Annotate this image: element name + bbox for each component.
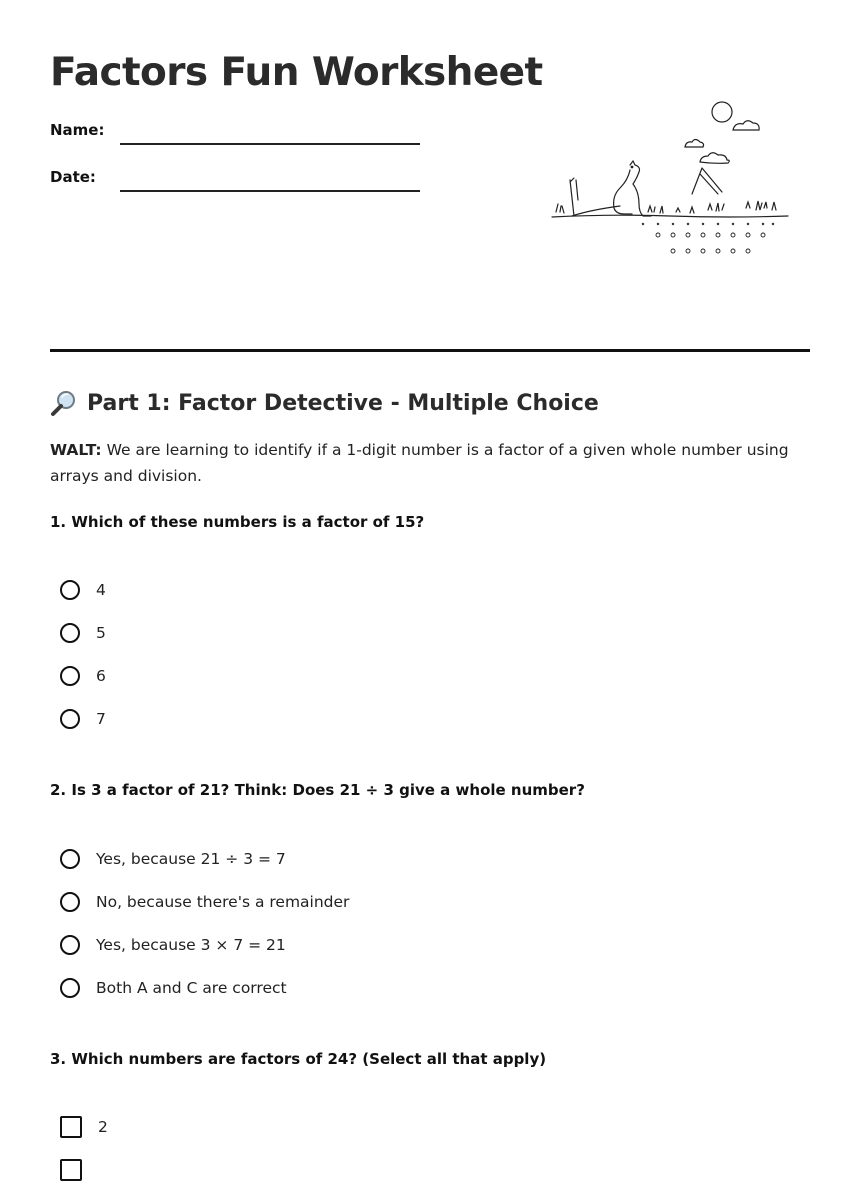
checkbox[interactable] — [60, 1159, 82, 1181]
radio-button[interactable] — [60, 892, 80, 912]
option-label: 7 — [96, 709, 106, 728]
name-field[interactable] — [120, 143, 420, 145]
checkbox[interactable] — [60, 1116, 82, 1138]
radio-button[interactable] — [60, 580, 80, 600]
radio-button[interactable] — [60, 978, 80, 998]
question-1-option-b[interactable] — [60, 611, 106, 654]
question-1: 1. Which of these numbers is a factor of 15? — [50, 513, 425, 531]
option-label: Yes, because 3 × 7 = 21 — [96, 935, 286, 954]
question-2-option-c[interactable] — [60, 923, 349, 966]
question-1-options — [60, 568, 106, 740]
question-1-option-a[interactable] — [60, 568, 106, 611]
option-label: No, because there's a remainder — [96, 892, 350, 911]
radio-button[interactable] — [60, 709, 80, 729]
option-label: Yes, because 21 ÷ 3 = 7 — [96, 849, 286, 868]
option-label: 2 — [98, 1117, 108, 1136]
kangaroo-outback-scene-illustration — [550, 98, 790, 260]
question-2-option-d[interactable] — [60, 966, 349, 1009]
part1-title — [50, 389, 599, 417]
radio-button[interactable] — [60, 623, 80, 643]
radio-button[interactable] — [60, 849, 80, 869]
section-divider — [50, 349, 810, 352]
question-1-option-c[interactable] — [60, 654, 106, 697]
date-field[interactable] — [120, 190, 420, 192]
walt-label: WALT: — [50, 441, 102, 459]
question-2: 2. Is 3 a factor of 21? Think: Does 21 ÷ 3 give a whole number? — [50, 781, 585, 799]
option-label: Both A and C are correct — [96, 978, 287, 997]
question-3: 3. Which numbers are factors of 24? (Select all that apply) — [50, 1050, 547, 1068]
part1-title-text: Part 1: Factor Detective - Multiple Choice — [87, 390, 599, 416]
walt-statement — [50, 437, 810, 489]
question-3-option-b[interactable] — [60, 1148, 108, 1191]
radio-button[interactable] — [60, 666, 80, 686]
option-label: 5 — [96, 623, 106, 642]
magnifying-glass-icon — [50, 389, 78, 417]
question-2-option-a[interactable] — [60, 837, 349, 880]
radio-button[interactable] — [60, 935, 80, 955]
page-title: Factors Fun Worksheet — [50, 50, 543, 95]
option-label: 6 — [96, 666, 106, 685]
date-label: Date: — [50, 168, 96, 186]
name-label: Name: — [50, 121, 105, 139]
option-label: 4 — [96, 580, 106, 599]
question-3-option-a[interactable] — [60, 1105, 108, 1148]
question-1-option-d[interactable] — [60, 697, 106, 740]
question-3-options — [60, 1105, 108, 1191]
walt-text: We are learning to identify if a 1-digit number is a factor of a given whole number using arrays and division. — [50, 441, 789, 485]
question-2-option-b[interactable] — [60, 880, 349, 923]
question-2-options — [60, 837, 349, 1009]
